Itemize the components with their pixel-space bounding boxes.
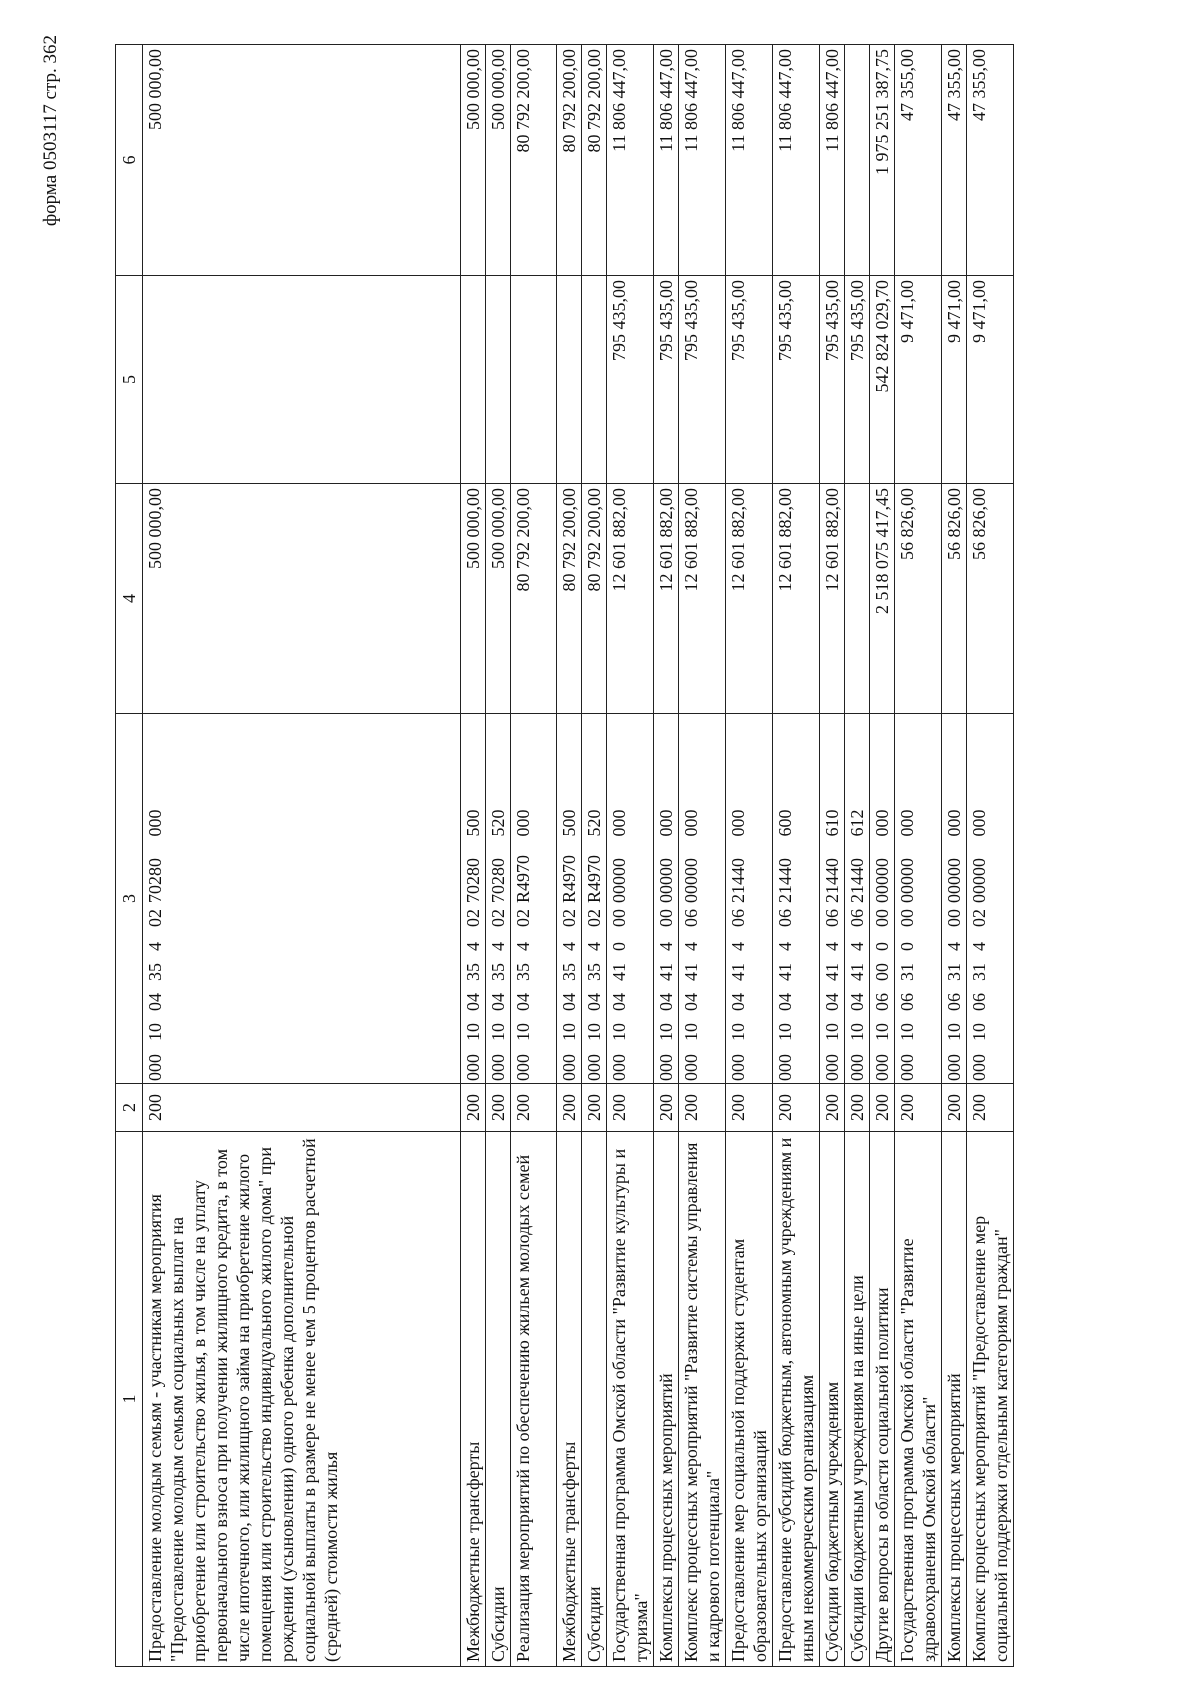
- code-part: 06: [681, 909, 701, 927]
- row-value-c4: 56 826,00: [942, 484, 967, 714]
- code-part: 0: [897, 942, 917, 951]
- row-line-code: 200: [582, 1084, 607, 1132]
- table-row: [870, 45, 895, 1667]
- table-row: [679, 45, 726, 1667]
- table-row: [461, 45, 486, 1667]
- code-part: 4: [847, 942, 867, 951]
- code-part: 41: [775, 963, 795, 981]
- row-line-code: 200: [607, 1084, 654, 1132]
- code-part: 00: [872, 963, 892, 981]
- row-value-c5: 795 435,00: [607, 276, 654, 484]
- code-part: 4: [584, 942, 604, 951]
- row-budget-code: [511, 714, 557, 1084]
- row-budget-code: [845, 714, 870, 1084]
- code-part: 10: [681, 1023, 701, 1041]
- code-part: 10: [872, 1023, 892, 1041]
- table-row: [845, 45, 870, 1667]
- code-part: 000: [656, 1054, 676, 1081]
- code-part: 610: [822, 809, 842, 837]
- code-part: 35: [513, 963, 533, 981]
- code-part: 10: [897, 1023, 917, 1041]
- row-line-code: 200: [773, 1084, 820, 1132]
- code-part: 04: [463, 993, 483, 1011]
- row-value-c4: 500 000,00: [486, 484, 511, 714]
- table-row: [726, 45, 773, 1667]
- row-value-c4: 80 792 200,00: [557, 484, 582, 714]
- row-budget-code: [895, 714, 942, 1084]
- code-part: 000: [969, 1054, 989, 1081]
- code-part: 00: [609, 909, 629, 927]
- code-part: 21440: [775, 858, 795, 903]
- row-line-code: 200: [143, 1084, 461, 1132]
- code-part: 10: [775, 1023, 795, 1041]
- code-part: 10: [969, 1023, 989, 1041]
- code-part: 00000: [897, 858, 917, 903]
- row-value-c5: 9 471,00: [895, 276, 942, 484]
- code-part: 000: [584, 1054, 604, 1081]
- row-value-c5: [486, 276, 511, 484]
- code-part: 000: [822, 1054, 842, 1081]
- row-budget-code: [582, 714, 607, 1084]
- code-part: 4: [559, 942, 579, 951]
- row-value-c5: 795 435,00: [773, 276, 820, 484]
- code-part: 4: [145, 942, 165, 951]
- code-part: 000: [872, 1054, 892, 1081]
- row-value-c4: 2 518 075 417,45: [870, 484, 895, 714]
- code-part: 02: [584, 909, 604, 927]
- code-part: R4970: [513, 854, 533, 903]
- table-body: [143, 45, 1014, 1667]
- code-part: 000: [681, 1054, 701, 1081]
- row-value-c4: 12 601 882,00: [773, 484, 820, 714]
- column-header-6: 6: [116, 45, 143, 276]
- row-name: Предоставление молодым семьям - участникам мероприятия "Предоставление молодым семьям социальных выплат на приобретение или строительство жилья, в том числе на уплату первоначального взноса при получении жилищного кредита, в том числе ипотечного, или жилищного займа на приобретение жилого помещения или строительство индивидуального жилого дома" при рождении (усыновлении) одного ребенка дополнительной социальной выплаты в размере не менее чем 5 процентов расчетной (средней) стоимости жилья: [143, 1132, 461, 1667]
- code-part: 02: [513, 909, 533, 927]
- code-part: 10: [822, 1023, 842, 1041]
- row-name: Реализация мероприятий по обеспечению жильем молодых семей: [511, 1132, 557, 1667]
- table-row: [967, 45, 1014, 1667]
- code-part: 10: [513, 1023, 533, 1041]
- column-header-2: 2: [116, 1084, 143, 1132]
- code-part: 06: [775, 909, 795, 927]
- row-line-code: 200: [895, 1084, 942, 1132]
- row-name: Межбюджетные трансферты: [461, 1132, 486, 1667]
- code-part: 41: [847, 963, 867, 981]
- code-part: 70280: [145, 858, 165, 903]
- row-budget-code: [870, 714, 895, 1084]
- form-label: форма 0503117 стр. 362: [40, 35, 61, 227]
- row-name: Государственная программа Омской области "Развитие здравоохранения Омской области": [895, 1132, 942, 1667]
- row-budget-code: [726, 714, 773, 1084]
- row-line-code: 200: [942, 1084, 967, 1132]
- row-name: Межбюджетные трансферты: [557, 1132, 582, 1667]
- row-value-c6: 47 355,00: [895, 45, 942, 276]
- code-part: 00: [944, 909, 964, 927]
- row-budget-code: [486, 714, 511, 1084]
- code-part: 000: [969, 809, 989, 837]
- row-value-c4: 80 792 200,00: [582, 484, 607, 714]
- code-part: 612: [847, 809, 867, 837]
- row-name: Комплекс процессных мероприятий "Предоставление мер социальной поддержки отдельным категориям граждан": [967, 1132, 1014, 1667]
- code-part: 10: [463, 1023, 483, 1041]
- row-value-c6: 11 806 447,00: [607, 45, 654, 276]
- row-value-c6: 11 806 447,00: [773, 45, 820, 276]
- row-value-c6: 500 000,00: [461, 45, 486, 276]
- table-row: [557, 45, 582, 1667]
- row-value-c4: 56 826,00: [895, 484, 942, 714]
- code-part: 35: [559, 963, 579, 981]
- row-value-c4: 56 826,00: [967, 484, 1014, 714]
- code-part: 10: [145, 1023, 165, 1041]
- code-part: 10: [944, 1023, 964, 1041]
- row-name: Другие вопросы в области социальной политики: [870, 1132, 895, 1667]
- code-part: 000: [944, 1054, 964, 1081]
- code-part: 06: [944, 993, 964, 1011]
- code-part: R4970: [559, 854, 579, 903]
- row-value-c5: 795 435,00: [845, 276, 870, 484]
- row-name: Комплексы процессных мероприятий: [654, 1132, 679, 1667]
- code-part: 00: [897, 909, 917, 927]
- code-part: 4: [822, 942, 842, 951]
- code-part: 4: [969, 942, 989, 951]
- table-row: [607, 45, 654, 1667]
- code-part: 4: [656, 942, 676, 951]
- row-value-c6: 80 792 200,00: [582, 45, 607, 276]
- row-value-c4: 12 601 882,00: [820, 484, 845, 714]
- row-value-c4: 500 000,00: [143, 484, 461, 714]
- code-part: 04: [681, 993, 701, 1011]
- row-name: Предоставление мер социальной поддержки студентам образовательных организаций: [726, 1132, 773, 1667]
- row-budget-code: [143, 714, 461, 1084]
- code-part: 000: [513, 1054, 533, 1081]
- row-value-c6: 47 355,00: [942, 45, 967, 276]
- code-part: 00000: [656, 858, 676, 903]
- row-value-c6: 80 792 200,00: [511, 45, 557, 276]
- code-part: 000: [681, 809, 701, 837]
- code-part: 000: [559, 1054, 579, 1081]
- row-value-c5: 9 471,00: [942, 276, 967, 484]
- row-value-c5: [143, 276, 461, 484]
- code-part: 000: [609, 1054, 629, 1081]
- row-value-c5: 542 824 029,70: [870, 276, 895, 484]
- code-part: 02: [488, 909, 508, 927]
- code-part: 4: [681, 942, 701, 951]
- table-row: [582, 45, 607, 1667]
- header-row: [116, 45, 143, 1667]
- code-part: 04: [559, 993, 579, 1011]
- code-part: 04: [488, 993, 508, 1011]
- code-part: 31: [969, 963, 989, 981]
- code-part: 0: [609, 942, 629, 951]
- code-part: 000: [897, 1054, 917, 1081]
- row-line-code: 200: [967, 1084, 1014, 1132]
- code-part: 000: [145, 1054, 165, 1081]
- code-part: 35: [145, 963, 165, 981]
- code-part: 600: [775, 809, 795, 837]
- row-budget-code: [557, 714, 582, 1084]
- column-header-4: 4: [116, 484, 143, 714]
- code-part: 35: [584, 963, 604, 981]
- row-value-c5: [582, 276, 607, 484]
- code-part: 21440: [847, 858, 867, 903]
- code-part: 06: [847, 909, 867, 927]
- code-part: 41: [609, 963, 629, 981]
- code-part: 000: [609, 809, 629, 837]
- code-part: 000: [656, 809, 676, 837]
- row-value-c5: 795 435,00: [654, 276, 679, 484]
- code-part: 04: [513, 993, 533, 1011]
- code-part: 520: [488, 809, 508, 837]
- row-value-c6: 11 806 447,00: [654, 45, 679, 276]
- row-name: Предоставление субсидий бюджетным, автономным учреждениям и иным некоммерческим организациям: [773, 1132, 820, 1667]
- row-value-c5: 795 435,00: [726, 276, 773, 484]
- code-part: 00000: [609, 858, 629, 903]
- code-part: 000: [872, 809, 892, 837]
- row-value-c6: [845, 45, 870, 276]
- code-part: 02: [145, 909, 165, 927]
- code-part: 04: [847, 993, 867, 1011]
- row-line-code: 200: [486, 1084, 511, 1132]
- code-part: 04: [656, 993, 676, 1011]
- code-part: 500: [463, 809, 483, 837]
- row-value-c6: 500 000,00: [486, 45, 511, 276]
- table-row: [654, 45, 679, 1667]
- row-name: Субсидии: [486, 1132, 511, 1667]
- row-value-c4: 500 000,00: [461, 484, 486, 714]
- code-part: 04: [584, 993, 604, 1011]
- table-row: [511, 45, 557, 1667]
- code-part: 000: [944, 809, 964, 837]
- code-part: 00: [872, 909, 892, 927]
- row-budget-code: [654, 714, 679, 1084]
- row-value-c4: 12 601 882,00: [726, 484, 773, 714]
- code-part: 10: [488, 1023, 508, 1041]
- row-value-c4: 12 601 882,00: [654, 484, 679, 714]
- row-budget-code: [820, 714, 845, 1084]
- row-budget-code: [679, 714, 726, 1084]
- row-line-code: 200: [845, 1084, 870, 1132]
- code-part: 70280: [488, 858, 508, 903]
- row-name: Комплексы процессных мероприятий: [942, 1132, 967, 1667]
- code-part: 04: [775, 993, 795, 1011]
- code-part: 04: [609, 993, 629, 1011]
- row-name: Комплекс процессных мероприятий "Развитие системы управления и кадрового потенциала": [679, 1132, 726, 1667]
- code-part: 06: [969, 993, 989, 1011]
- row-line-code: 200: [679, 1084, 726, 1132]
- column-header-5: 5: [116, 276, 143, 484]
- code-part: 10: [847, 1023, 867, 1041]
- row-value-c5: [511, 276, 557, 484]
- code-part: 10: [609, 1023, 629, 1041]
- row-line-code: 200: [654, 1084, 679, 1132]
- code-part: 02: [969, 909, 989, 927]
- row-budget-code: [461, 714, 486, 1084]
- code-part: 04: [145, 993, 165, 1011]
- row-value-c6: 11 806 447,00: [726, 45, 773, 276]
- code-part: 06: [822, 909, 842, 927]
- row-name: Субсидии бюджетным учреждениям на иные цели: [845, 1132, 870, 1667]
- budget-table: [115, 44, 1014, 1667]
- code-part: 35: [463, 963, 483, 981]
- row-budget-code: [967, 714, 1014, 1084]
- code-part: 21440: [728, 858, 748, 903]
- row-value-c6: 47 355,00: [967, 45, 1014, 276]
- row-value-c5: 795 435,00: [820, 276, 845, 484]
- code-part: 000: [463, 1054, 483, 1081]
- code-part: 00: [656, 909, 676, 927]
- code-part: 520: [584, 809, 604, 837]
- row-value-c6: 1 975 251 387,75: [870, 45, 895, 276]
- row-budget-code: [942, 714, 967, 1084]
- code-part: 00000: [944, 858, 964, 903]
- code-part: 41: [728, 963, 748, 981]
- row-line-code: 200: [511, 1084, 557, 1132]
- table-row: [773, 45, 820, 1667]
- row-line-code: 200: [461, 1084, 486, 1132]
- table-row: [486, 45, 511, 1667]
- row-name: Субсидии бюджетным учреждениям: [820, 1132, 845, 1667]
- code-part: 10: [584, 1023, 604, 1041]
- column-header-1: 1: [116, 1132, 143, 1667]
- code-part: 4: [488, 942, 508, 951]
- code-part: 000: [847, 1054, 867, 1081]
- code-part: 31: [944, 963, 964, 981]
- row-value-c6: 11 806 447,00: [820, 45, 845, 276]
- row-value-c6: 500 000,00: [143, 45, 461, 276]
- code-part: 000: [728, 809, 748, 837]
- code-part: 41: [656, 963, 676, 981]
- code-part: 10: [656, 1023, 676, 1041]
- row-line-code: 200: [870, 1084, 895, 1132]
- code-part: 0: [872, 942, 892, 951]
- code-part: 4: [463, 942, 483, 951]
- code-part: 4: [513, 942, 533, 951]
- code-part: 04: [822, 993, 842, 1011]
- row-value-c5: 9 471,00: [967, 276, 1014, 484]
- code-part: 4: [728, 942, 748, 951]
- table-row: [942, 45, 967, 1667]
- row-budget-code: [607, 714, 654, 1084]
- code-part: 000: [145, 809, 165, 837]
- code-part: R4970: [584, 854, 604, 903]
- row-value-c5: [461, 276, 486, 484]
- code-part: 10: [559, 1023, 579, 1041]
- row-value-c6: 80 792 200,00: [557, 45, 582, 276]
- code-part: 00000: [681, 858, 701, 903]
- table-row: [820, 45, 845, 1667]
- column-header-3: 3: [116, 714, 143, 1084]
- code-part: 00000: [872, 858, 892, 903]
- row-value-c5: 795 435,00: [679, 276, 726, 484]
- row-line-code: 200: [820, 1084, 845, 1132]
- row-value-c5: [557, 276, 582, 484]
- row-line-code: 200: [557, 1084, 582, 1132]
- code-part: 000: [728, 1054, 748, 1081]
- code-part: 06: [872, 993, 892, 1011]
- code-part: 21440: [822, 858, 842, 903]
- code-part: 000: [513, 809, 533, 837]
- row-line-code: 200: [726, 1084, 773, 1132]
- code-part: 000: [488, 1054, 508, 1081]
- row-value-c4: [845, 484, 870, 714]
- row-name: Государственная программа Омской области "Развитие культуры и туризма": [607, 1132, 654, 1667]
- code-part: 06: [897, 993, 917, 1011]
- row-value-c4: 12 601 882,00: [679, 484, 726, 714]
- code-part: 4: [775, 942, 795, 951]
- code-part: 35: [488, 963, 508, 981]
- code-part: 04: [728, 993, 748, 1011]
- code-part: 02: [463, 909, 483, 927]
- row-name: Субсидии: [582, 1132, 607, 1667]
- code-part: 02: [559, 909, 579, 927]
- code-part: 500: [559, 809, 579, 837]
- row-value-c4: 12 601 882,00: [607, 484, 654, 714]
- code-part: 00000: [969, 858, 989, 903]
- code-part: 4: [944, 942, 964, 951]
- code-part: 06: [728, 909, 748, 927]
- code-part: 41: [822, 963, 842, 981]
- row-value-c4: 80 792 200,00: [511, 484, 557, 714]
- code-part: 10: [728, 1023, 748, 1041]
- table-row: [895, 45, 942, 1667]
- code-part: 000: [775, 1054, 795, 1081]
- row-value-c6: 11 806 447,00: [679, 45, 726, 276]
- code-part: 70280: [463, 858, 483, 903]
- code-part: 000: [897, 809, 917, 837]
- row-budget-code: [773, 714, 820, 1084]
- code-part: 41: [681, 963, 701, 981]
- table-row: [143, 45, 461, 1667]
- code-part: 31: [897, 963, 917, 981]
